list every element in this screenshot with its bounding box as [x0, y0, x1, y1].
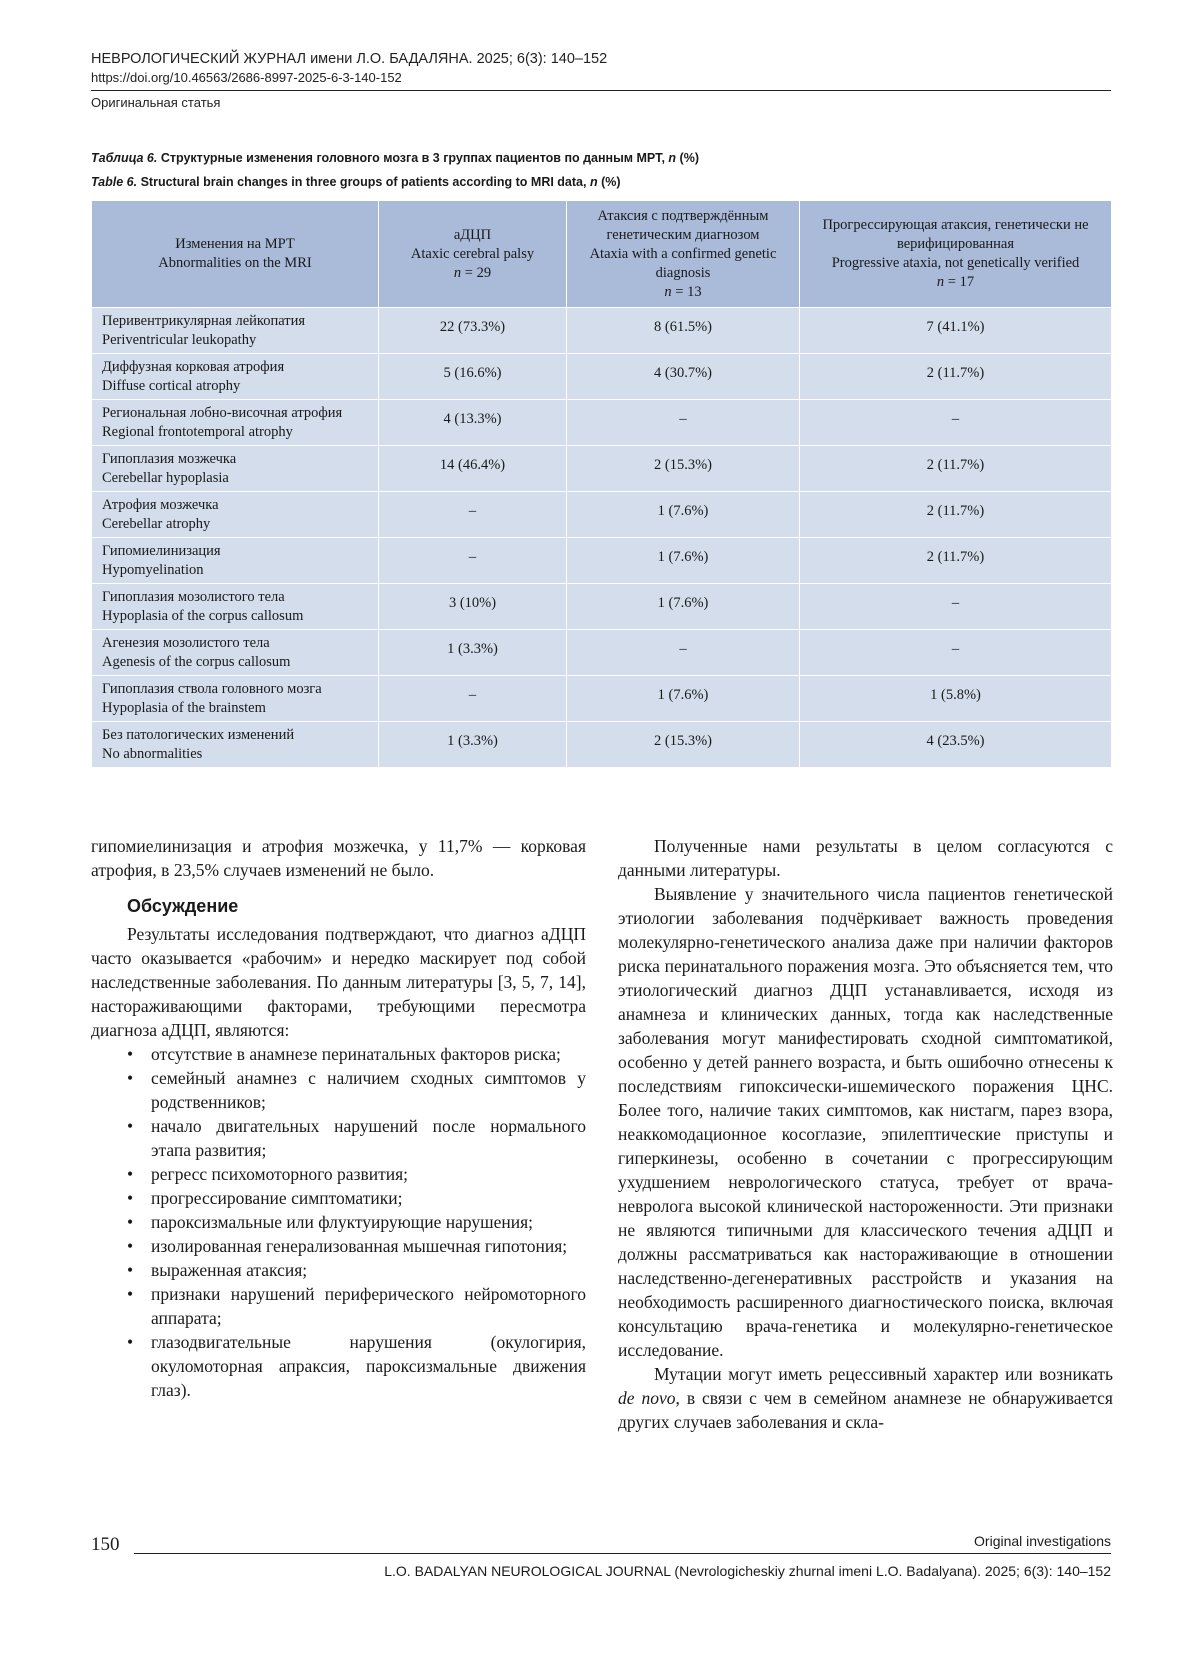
list-item-text: пароксизмальные или флуктуирующие нарушения;: [151, 1212, 533, 1232]
list-item: [127, 1258, 586, 1282]
list-item-text: выраженная атаксия;: [151, 1260, 308, 1280]
bullet-icon: •: [127, 1044, 134, 1064]
list-item: [127, 1186, 586, 1210]
header-ru: Изменения на МРТ: [175, 236, 295, 252]
doi-link[interactable]: https://doi.org/10.46563/2686-8997-2025-6-3-140-152: [91, 70, 402, 85]
row-label-en: No abnormalities: [102, 745, 203, 762]
table-header-row: [92, 201, 1112, 308]
row-label: [92, 722, 379, 768]
row-label-en: Diffuse cortical atrophy: [102, 377, 241, 394]
list-item: [127, 1114, 586, 1162]
cell-genetic: [567, 446, 800, 492]
cell-value: –: [468, 549, 477, 565]
cell-value: 5 (16.6%): [443, 365, 502, 381]
page-number: 150: [91, 1534, 120, 1555]
caption-ru-label: Таблица 6.: [91, 151, 158, 165]
row-label-en: Hypomyelination: [102, 561, 204, 578]
cell-value: 4 (23.5%): [926, 733, 985, 749]
row-label-ru: Гипомиелинизация: [102, 542, 221, 559]
header-group-genetic: [567, 201, 800, 308]
n-symbol: n: [453, 264, 462, 281]
header-n: [385, 264, 560, 283]
caption-en-text: Structural brain changes in three groups of patients according to MRI data,: [140, 175, 587, 189]
row-label-en: Regional frontotemporal atrophy: [102, 423, 293, 440]
table-row: [92, 722, 1112, 768]
header-en: Ataxic cerebral palsy: [410, 245, 535, 262]
header-divider: [91, 90, 1111, 91]
table-row: [92, 630, 1112, 676]
cell-genetic: [567, 400, 800, 446]
cell-acp: [379, 446, 567, 492]
list-item-text: начало двигательных нарушений после нормального этапа развития;: [151, 1116, 586, 1160]
table-row: [92, 446, 1112, 492]
cell-progressive: [800, 400, 1112, 446]
list-item: [127, 1162, 586, 1186]
header-ru: аДЦП: [453, 226, 492, 243]
cell-value: 1 (5.8%): [930, 687, 981, 703]
list-item-text: регресс психомоторного развития;: [151, 1164, 409, 1184]
table-row: [92, 676, 1112, 722]
table-row: [92, 400, 1112, 446]
header-n: [573, 283, 793, 302]
header-en: Abnormalities on the MRI: [158, 255, 312, 271]
cell-progressive: [800, 308, 1112, 354]
cell-genetic: [567, 584, 800, 630]
list-item: [127, 1210, 586, 1234]
right-paragraph-1: Полученные нами результаты в целом согласуются с данными литературы.: [618, 836, 1113, 880]
cell-value: 4 (13.3%): [443, 411, 502, 427]
header-ru: Атаксия с подтверждённым генетическим диагнозом: [597, 207, 769, 243]
table-caption-ru: [91, 146, 1111, 170]
bullet-icon: •: [127, 1164, 134, 1184]
left-column: [91, 834, 586, 1402]
caption-en-n: n: [589, 175, 598, 189]
cell-progressive: [800, 446, 1112, 492]
row-label-ru: Диффузная корковая атрофия: [102, 358, 285, 375]
cell-value: 1 (3.3%): [447, 733, 498, 749]
row-label: [92, 446, 379, 492]
header-group-acp: [379, 201, 567, 308]
table-row: [92, 354, 1112, 400]
cell-genetic: [567, 538, 800, 584]
row-label-ru: Атрофия мозжечка: [102, 496, 219, 513]
cell-value: –: [468, 503, 477, 519]
row-label: [92, 354, 379, 400]
cell-value: –: [951, 595, 960, 611]
cell-value: 2 (15.3%): [654, 457, 712, 473]
n-value: = 29: [464, 264, 492, 281]
right-paragraph-2: Выявление у значительного числа пациентов генетической этиологии заболевания подчёркивает важность проведения молекулярно-генетического анализа даже при наличии факторов риска перинатального поражения мозга. Это объясняется тем, что этиологический диагноз ДЦП устанавливается, исходя из анамнеза и клинических данных, тогда как наследственные заболевания могут манифестировать сходной симптоматикой, особенно у детей раннего возраста, и быть ошибочно отнесены к последствиям гипоксически-ишемического поражения ЦНС. Более того, наличие таких симптомов, как нистагм, парез взора, неаккомодационное косоглазие, эпилептические приступы и гиперкинезы, особенно в сочетании с прогрессирующим ухудшением неврологического статуса, требует от врача-невролога высокой клинической настороженности. Эти признаки не являются типичными для классического течения аДЦП и должны рассматриваться как настораживающие в отношении наследственно-дегенеративных расстройств и указания на необходимость расширенного диагностического поиска, включая консультацию врача-генетика и молекулярно-генетическое исследование.: [618, 884, 1113, 1360]
cell-value: 2 (15.3%): [654, 733, 712, 749]
caption-ru-text: Структурные изменения головного мозга в 3 группах пациентов по данным МРТ,: [160, 151, 665, 165]
list-item-text: семейный анамнез с наличием сходных симптомов у родственников;: [151, 1068, 586, 1112]
row-label-en: Cerebellar atrophy: [102, 515, 211, 532]
cell-value: 2 (11.7%): [926, 549, 985, 565]
row-label-en: Hypoplasia of the corpus callosum: [102, 607, 304, 624]
bullet-icon: •: [127, 1212, 134, 1232]
cell-value: 4 (30.7%): [654, 365, 712, 381]
list-item: [127, 1066, 586, 1114]
row-label: [92, 308, 379, 354]
cell-acp: [379, 584, 567, 630]
table-row: [92, 538, 1112, 584]
header-group-progressive: [800, 201, 1112, 308]
header-abnormalities: [92, 201, 379, 308]
cell-progressive: [800, 492, 1112, 538]
bullet-icon: •: [127, 1188, 134, 1208]
cell-genetic: [567, 354, 800, 400]
cell-value: 8 (61.5%): [654, 319, 712, 335]
cell-acp: [379, 630, 567, 676]
cell-genetic: [567, 722, 800, 768]
table-row: [92, 584, 1112, 630]
cell-acp: [379, 354, 567, 400]
cell-value: 1 (3.3%): [447, 641, 498, 657]
cell-value: 2 (11.7%): [926, 457, 985, 473]
footer-citation: L.O. BADALYAN NEUROLOGICAL JOURNAL (Nevrologicheskiy zhurnal imeni L.O. Badalyana). 2025; 6(3): 140–152: [384, 1563, 1111, 1579]
journal-title: НЕВРОЛОГИЧЕСКИЙ ЖУРНАЛ имени Л.О. БАДАЛЯНА. 2025; 6(3): 140–152: [91, 51, 608, 67]
left-intro-paragraph: гипомиелинизация и атрофия мозжечка, у 11,7% — корковая атрофия, в 23,5% случаев изменений не было.: [91, 836, 586, 880]
cell-genetic: [567, 492, 800, 538]
section-heading-discussion: Обсуждение: [127, 896, 239, 916]
mri-changes-table: [91, 200, 1112, 768]
bullet-icon: •: [127, 1260, 134, 1280]
table-row: [92, 492, 1112, 538]
cell-acp: [379, 538, 567, 584]
cell-genetic: [567, 676, 800, 722]
bullet-icon: •: [127, 1284, 134, 1304]
list-item: [127, 1330, 586, 1402]
row-label-en: Hypoplasia of the brainstem: [102, 699, 266, 716]
right-paragraph-3: [618, 1362, 1113, 1434]
cell-value: –: [951, 641, 960, 657]
caption-en-pct: (%): [601, 175, 621, 189]
cell-acp: [379, 308, 567, 354]
cell-value: 14 (46.4%): [439, 457, 506, 473]
p3-emphasis: de novo: [618, 1388, 676, 1408]
cell-progressive: [800, 354, 1112, 400]
caption-ru-pct: (%): [679, 151, 699, 165]
header-n: [806, 273, 1105, 292]
row-label-ru: Региональная лобно-височная атрофия: [102, 404, 343, 421]
list-item-text: прогрессирование симптоматики;: [151, 1188, 403, 1208]
bullet-icon: •: [127, 1116, 134, 1136]
p3-part-b: , в связи с чем в семейном анамнезе не обнаруживается других случаев заболевания и скла-: [618, 1388, 1113, 1432]
n-symbol: n: [936, 274, 945, 290]
cell-genetic: [567, 308, 800, 354]
row-label-ru: Гипоплазия мозолистого тела: [102, 588, 285, 605]
page-header: [91, 50, 1111, 112]
bullet-icon: •: [127, 1332, 134, 1352]
n-value: = 17: [947, 274, 975, 290]
cell-value: –: [679, 641, 687, 657]
cell-value: –: [951, 411, 960, 427]
cell-value: –: [468, 687, 477, 703]
caption-ru-n: n: [668, 151, 677, 165]
cell-progressive: [800, 676, 1112, 722]
article-type: Оригинальная статья: [91, 95, 221, 110]
cell-acp: [379, 400, 567, 446]
header-ru: Прогрессирующая атаксия, генетически не верифицированная: [822, 217, 1089, 252]
discussion-paragraph: Результаты исследования подтверждают, что диагноз аДЦП часто оказывается «рабочим» и нередко маскирует под собой наследственные заболевания. По данным литературы [3, 5, 7, 14], настораживающими факторами, требующими пересмотра диагноза аДЦП, являются:: [91, 924, 586, 1040]
cell-progressive: [800, 584, 1112, 630]
caption-en-label: Table 6.: [91, 175, 138, 189]
row-label-ru: Гипоплазия ствола головного мозга: [102, 680, 322, 697]
row-label: [92, 400, 379, 446]
cell-value: –: [679, 411, 687, 427]
row-label: [92, 584, 379, 630]
footer-divider: [134, 1553, 1111, 1554]
row-label-ru: Без патологических изменений: [102, 726, 295, 743]
header-en: Progressive ataxia, not genetically verified: [831, 255, 1080, 271]
bullet-icon: •: [127, 1236, 134, 1256]
cell-progressive: [800, 722, 1112, 768]
row-label-en: Agenesis of the corpus callosum: [102, 653, 291, 670]
list-item-text: отсутствие в анамнезе перинатальных факторов риска;: [151, 1044, 561, 1064]
row-label-ru: Перивентрикулярная лейкопатия: [102, 312, 306, 329]
cell-value: 1 (7.6%): [657, 549, 709, 565]
n-symbol: n: [664, 283, 672, 300]
row-label-en: Cerebellar hypoplasia: [102, 469, 229, 486]
cell-value: 1 (7.6%): [657, 595, 709, 611]
cell-value: 7 (41.1%): [926, 319, 985, 335]
list-item: [127, 1282, 586, 1330]
p3-part-a: Мутации могут иметь рецессивный характер или возникать: [654, 1364, 1113, 1384]
cell-value: 1 (7.6%): [657, 503, 709, 519]
n-value: = 13: [675, 283, 702, 300]
cell-value: 22 (73.3%): [439, 319, 506, 335]
list-item-text: глазодвигательные нарушения (окулогирия, окуломоторная апраксия, пароксизмальные движения глаз).: [151, 1332, 586, 1400]
row-label-en: Periventricular leukopathy: [102, 331, 257, 348]
cell-acp: [379, 492, 567, 538]
row-label-ru: Гипоплазия мозжечка: [102, 450, 237, 467]
list-item: [127, 1234, 586, 1258]
warning-signs-list: [91, 1042, 586, 1402]
footer-section: Original investigations: [974, 1533, 1111, 1549]
list-item: [127, 1042, 586, 1066]
right-column: [618, 834, 1113, 1434]
cell-value: 1 (7.6%): [657, 687, 709, 703]
cell-acp: [379, 722, 567, 768]
cell-progressive: [800, 538, 1112, 584]
cell-value: 3 (10%): [448, 595, 497, 611]
list-item-text: признаки нарушений периферического нейромоторного аппарата;: [151, 1284, 586, 1328]
row-label: [92, 630, 379, 676]
cell-value: 2 (11.7%): [926, 503, 985, 519]
table-row: [92, 308, 1112, 354]
row-label: [92, 676, 379, 722]
row-label: [92, 538, 379, 584]
row-label: [92, 492, 379, 538]
cell-genetic: [567, 630, 800, 676]
table-captions: [91, 146, 1111, 194]
cell-value: 2 (11.7%): [926, 365, 985, 381]
list-item-text: изолированная генерализованная мышечная гипотония;: [151, 1236, 568, 1256]
table-caption-en: [91, 170, 1111, 194]
cell-acp: [379, 676, 567, 722]
bullet-icon: •: [127, 1068, 134, 1088]
header-en: Ataxia with a confirmed genetic diagnosis: [589, 245, 777, 281]
cell-progressive: [800, 630, 1112, 676]
row-label-ru: Агенезия мозолистого тела: [102, 634, 270, 651]
